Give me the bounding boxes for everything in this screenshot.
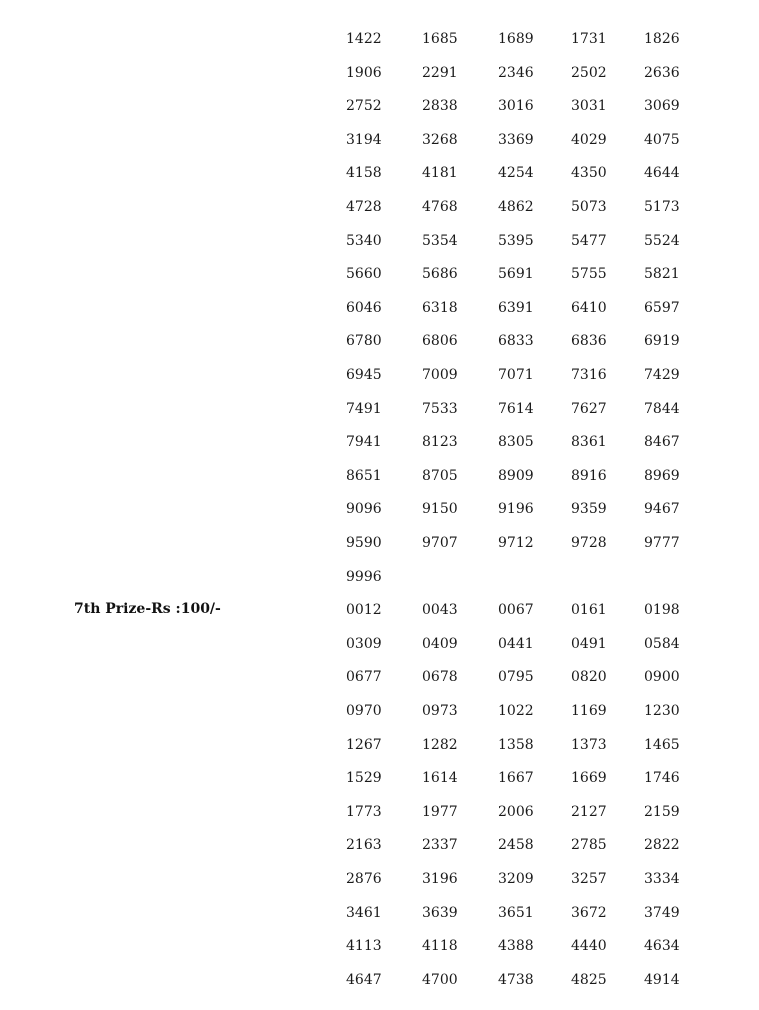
ticket-number: 1267 [346, 736, 382, 753]
ticket-number: 1022 [498, 703, 534, 719]
ticket-number: 5524 [644, 232, 680, 249]
ticket-number: 7429 [644, 367, 680, 383]
number-row [0, 30, 759, 64]
ticket-number: 1685 [422, 31, 458, 47]
number-row [0, 769, 759, 803]
ticket-number: 2346 [498, 64, 534, 81]
number-row [0, 131, 759, 165]
number-row [0, 601, 759, 635]
ticket-number: 8651 [346, 467, 382, 484]
ticket-number: 9707 [422, 535, 458, 551]
ticket-number: 0678 [422, 669, 458, 686]
ticket-number: 4768 [422, 199, 458, 215]
number-row [0, 635, 759, 669]
ticket-number: 6391 [498, 299, 534, 316]
number-row [0, 366, 759, 400]
ticket-number: 0198 [644, 602, 680, 619]
ticket-number: 9150 [422, 501, 458, 518]
ticket-number: 5395 [498, 232, 534, 249]
ticket-number: 0900 [644, 669, 680, 686]
ticket-number: 6806 [422, 333, 458, 350]
ticket-number: 6046 [346, 299, 382, 316]
ticket-number: 3268 [422, 131, 458, 148]
ticket-number: 1906 [346, 64, 382, 81]
number-row [0, 534, 759, 568]
ticket-number: 5477 [571, 232, 607, 249]
ticket-number: 7614 [498, 400, 534, 417]
ticket-number: 2006 [498, 803, 534, 820]
ticket-number: 4700 [422, 971, 458, 988]
ticket-number: 2337 [422, 837, 458, 854]
ticket-number: 4158 [346, 165, 382, 182]
number-row [0, 265, 759, 299]
ticket-number: 9359 [571, 501, 607, 518]
ticket-number: 9096 [346, 501, 382, 518]
ticket-number: 2822 [644, 837, 680, 854]
ticket-number: 6410 [571, 299, 607, 316]
ticket-number: 3016 [498, 98, 534, 115]
ticket-number: 0309 [346, 635, 382, 652]
ticket-number: 2458 [498, 837, 534, 854]
ticket-number: 1230 [644, 703, 680, 719]
ticket-number: 1826 [644, 31, 680, 47]
ticket-number: 6318 [422, 299, 458, 316]
ticket-number: 7491 [346, 400, 382, 417]
ticket-number: 3069 [644, 98, 680, 115]
ticket-number: 5073 [571, 199, 607, 215]
ticket-number: 0067 [498, 602, 534, 619]
ticket-number: 1373 [571, 736, 607, 753]
ticket-number: 2838 [422, 98, 458, 115]
number-row [0, 164, 759, 198]
ticket-number: 1169 [571, 703, 607, 719]
ticket-number: 2785 [571, 837, 607, 854]
ticket-number: 5173 [644, 199, 680, 215]
ticket-number: 2159 [644, 803, 680, 820]
ticket-number: 8969 [644, 467, 680, 484]
ticket-number: 4350 [571, 165, 607, 182]
ticket-number: 0012 [346, 602, 382, 619]
number-row [0, 332, 759, 366]
ticket-number: 3369 [498, 131, 534, 148]
ticket-number: 7071 [498, 367, 534, 383]
ticket-number: 3257 [571, 871, 607, 887]
ticket-number: 4738 [498, 971, 534, 988]
ticket-number: 7941 [346, 434, 382, 451]
ticket-number: 9467 [644, 501, 680, 518]
ticket-number: 3194 [346, 131, 382, 148]
ticket-number: 4647 [346, 971, 382, 988]
ticket-number: 4118 [422, 938, 458, 955]
ticket-number: 3196 [422, 871, 458, 887]
ticket-number: 0161 [571, 602, 607, 619]
ticket-number: 4254 [498, 165, 534, 182]
ticket-number: 9728 [571, 535, 607, 551]
ticket-number: 4644 [644, 165, 680, 182]
ticket-number: 7533 [422, 400, 458, 417]
ticket-number: 0677 [346, 669, 382, 686]
number-row [0, 904, 759, 938]
ticket-number: 3651 [498, 904, 534, 921]
ticket-number: 2291 [422, 64, 458, 81]
ticket-number: 2502 [571, 64, 607, 81]
ticket-number: 4388 [498, 938, 534, 955]
number-row [0, 433, 759, 467]
ticket-number: 3334 [644, 871, 680, 887]
ticket-number: 1422 [346, 31, 382, 47]
ticket-number: 5686 [422, 266, 458, 283]
ticket-number: 5660 [346, 266, 382, 283]
ticket-number: 0409 [422, 635, 458, 652]
ticket-number: 6597 [644, 299, 680, 316]
ticket-number: 0970 [346, 703, 382, 719]
ticket-number: 1358 [498, 736, 534, 753]
ticket-number: 6945 [346, 367, 382, 383]
ticket-number: 5691 [498, 266, 534, 283]
ticket-number: 3031 [571, 98, 607, 115]
ticket-number: 9196 [498, 501, 534, 518]
ticket-number: 1282 [422, 736, 458, 753]
number-row [0, 400, 759, 434]
ticket-number: 8467 [644, 434, 680, 451]
ticket-number: 8909 [498, 467, 534, 484]
ticket-number: 3672 [571, 904, 607, 921]
ticket-number: 5821 [644, 266, 680, 283]
ticket-number: 4113 [346, 938, 382, 955]
ticket-number: 1746 [644, 770, 680, 787]
number-row [0, 803, 759, 837]
ticket-number: 5354 [422, 232, 458, 249]
ticket-number: 2636 [644, 64, 680, 81]
ticket-number: 2752 [346, 98, 382, 115]
ticket-number: 1731 [571, 31, 607, 47]
number-row [0, 971, 759, 1005]
ticket-number: 1614 [422, 770, 458, 787]
ticket-number: 8916 [571, 467, 607, 484]
ticket-number: 4029 [571, 131, 607, 148]
ticket-number: 9712 [498, 535, 534, 551]
number-row [0, 232, 759, 266]
ticket-number: 4075 [644, 131, 680, 148]
ticket-number: 1977 [422, 803, 458, 820]
ticket-number: 4181 [422, 165, 458, 182]
ticket-number: 7844 [644, 400, 680, 417]
ticket-number: 8123 [422, 434, 458, 451]
number-row [0, 836, 759, 870]
number-row [0, 702, 759, 736]
ticket-number: 6780 [346, 333, 382, 350]
ticket-number: 8705 [422, 467, 458, 484]
ticket-number: 9777 [644, 535, 680, 551]
ticket-number: 9590 [346, 535, 382, 551]
ticket-number: 4440 [571, 938, 607, 955]
ticket-number: 4862 [498, 199, 534, 215]
ticket-number: 2163 [346, 837, 382, 854]
ticket-number: 1465 [644, 736, 680, 753]
ticket-number: 1669 [571, 770, 607, 787]
number-row [0, 937, 759, 971]
number-row [0, 467, 759, 501]
ticket-number: 0043 [422, 602, 458, 619]
number-row [0, 500, 759, 534]
ticket-number: 0973 [422, 703, 458, 719]
ticket-number: 4825 [571, 971, 607, 988]
number-row [0, 568, 759, 602]
number-row [0, 198, 759, 232]
ticket-number: 4914 [644, 971, 680, 988]
number-row [0, 64, 759, 98]
ticket-number: 4728 [346, 199, 382, 215]
ticket-number: 0441 [498, 635, 534, 652]
number-row [0, 736, 759, 770]
ticket-number: 1773 [346, 803, 382, 820]
ticket-number: 3209 [498, 871, 534, 887]
number-row [0, 668, 759, 702]
ticket-number: 0795 [498, 669, 534, 686]
ticket-number: 0820 [571, 669, 607, 686]
ticket-number: 3749 [644, 904, 680, 921]
number-row [0, 870, 759, 904]
ticket-number: 6833 [498, 333, 534, 350]
number-row [0, 299, 759, 333]
ticket-number: 4634 [644, 938, 680, 955]
ticket-number: 5340 [346, 232, 382, 249]
ticket-number: 1529 [346, 770, 382, 787]
ticket-number: 9996 [346, 568, 382, 585]
ticket-number: 3461 [346, 904, 382, 921]
ticket-number: 0584 [644, 635, 680, 652]
ticket-number: 7316 [571, 367, 607, 383]
ticket-number: 2876 [346, 871, 382, 887]
ticket-number: 7009 [422, 367, 458, 383]
ticket-number: 0491 [571, 635, 607, 652]
ticket-number: 6919 [644, 333, 680, 350]
number-row [0, 97, 759, 131]
ticket-number: 2127 [571, 803, 607, 820]
ticket-number: 1667 [498, 770, 534, 787]
ticket-number: 5755 [571, 266, 607, 283]
ticket-number: 8361 [571, 434, 607, 451]
ticket-number: 7627 [571, 400, 607, 417]
ticket-number: 6836 [571, 333, 607, 350]
ticket-number: 8305 [498, 434, 534, 451]
ticket-number: 3639 [422, 904, 458, 921]
ticket-number: 1689 [498, 31, 534, 47]
prize-label: 7th Prize-Rs :100/- [74, 601, 221, 618]
